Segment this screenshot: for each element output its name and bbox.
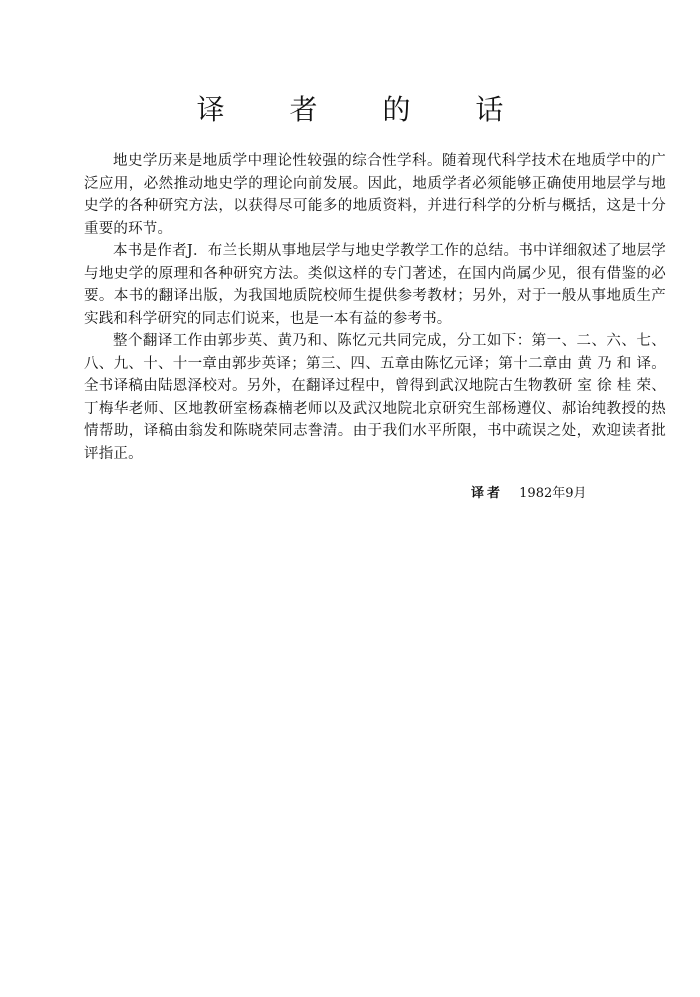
paragraph-3: 整个翻译工作由郭步英、黄乃和、陈忆元共同完成，分工如下：第一、二、六、七、八、九、十、十一章由郭步英译；第三、四、五章由陈忆元译；第十二章由 黄 乃 和 译。全书译稿由陆恩泽校对。另外，在翻译过程中，曾得到武汉地院古生物教研 室 徐 桂 荣、丁梅华老师、区地教研室杨森楠老师以及武汉地院北京研究生部杨遵仪、郝诒纯教授的热情帮助，译稿由翁发和陈晓荣同志誊清。由于我们水平所限，书中疏误之处，欢迎读者批评指正。 — [84, 333, 666, 462]
signature-line — [471, 482, 587, 501]
document-body — [84, 150, 666, 465]
paragraph-1: 地史学历来是地质学中理论性较强的综合性学科。随着现代科学技术在地质学中的广泛应用，必然推动地史学的理论向前发展。因此，地质学者必须能够正确使用地层学与地史学的各种研究方法，以获得尽可能多的地质资料，并进行科学的分析与概括，这是十分重要的环节。 — [84, 153, 666, 237]
page-title: 译 者 的 话 — [196, 93, 532, 126]
signature-translator: 译者 — [471, 486, 504, 501]
paragraph-2: 本书是作者J．布兰长期从事地层学与地史学教学工作的总结。书中详细叙述了地层学与地史学的原理和各种研究方法。类似这样的专门著述，在国内尚属少见，很有借鉴的必要。本书的翻译出版，为我国地质院校师生提供参考教材；另外，对于一般从事地质生产实践和科学研究的同志们说来，也是一本有益的参考书。 — [84, 243, 666, 327]
signature-date: 1982年9月 — [519, 486, 587, 501]
